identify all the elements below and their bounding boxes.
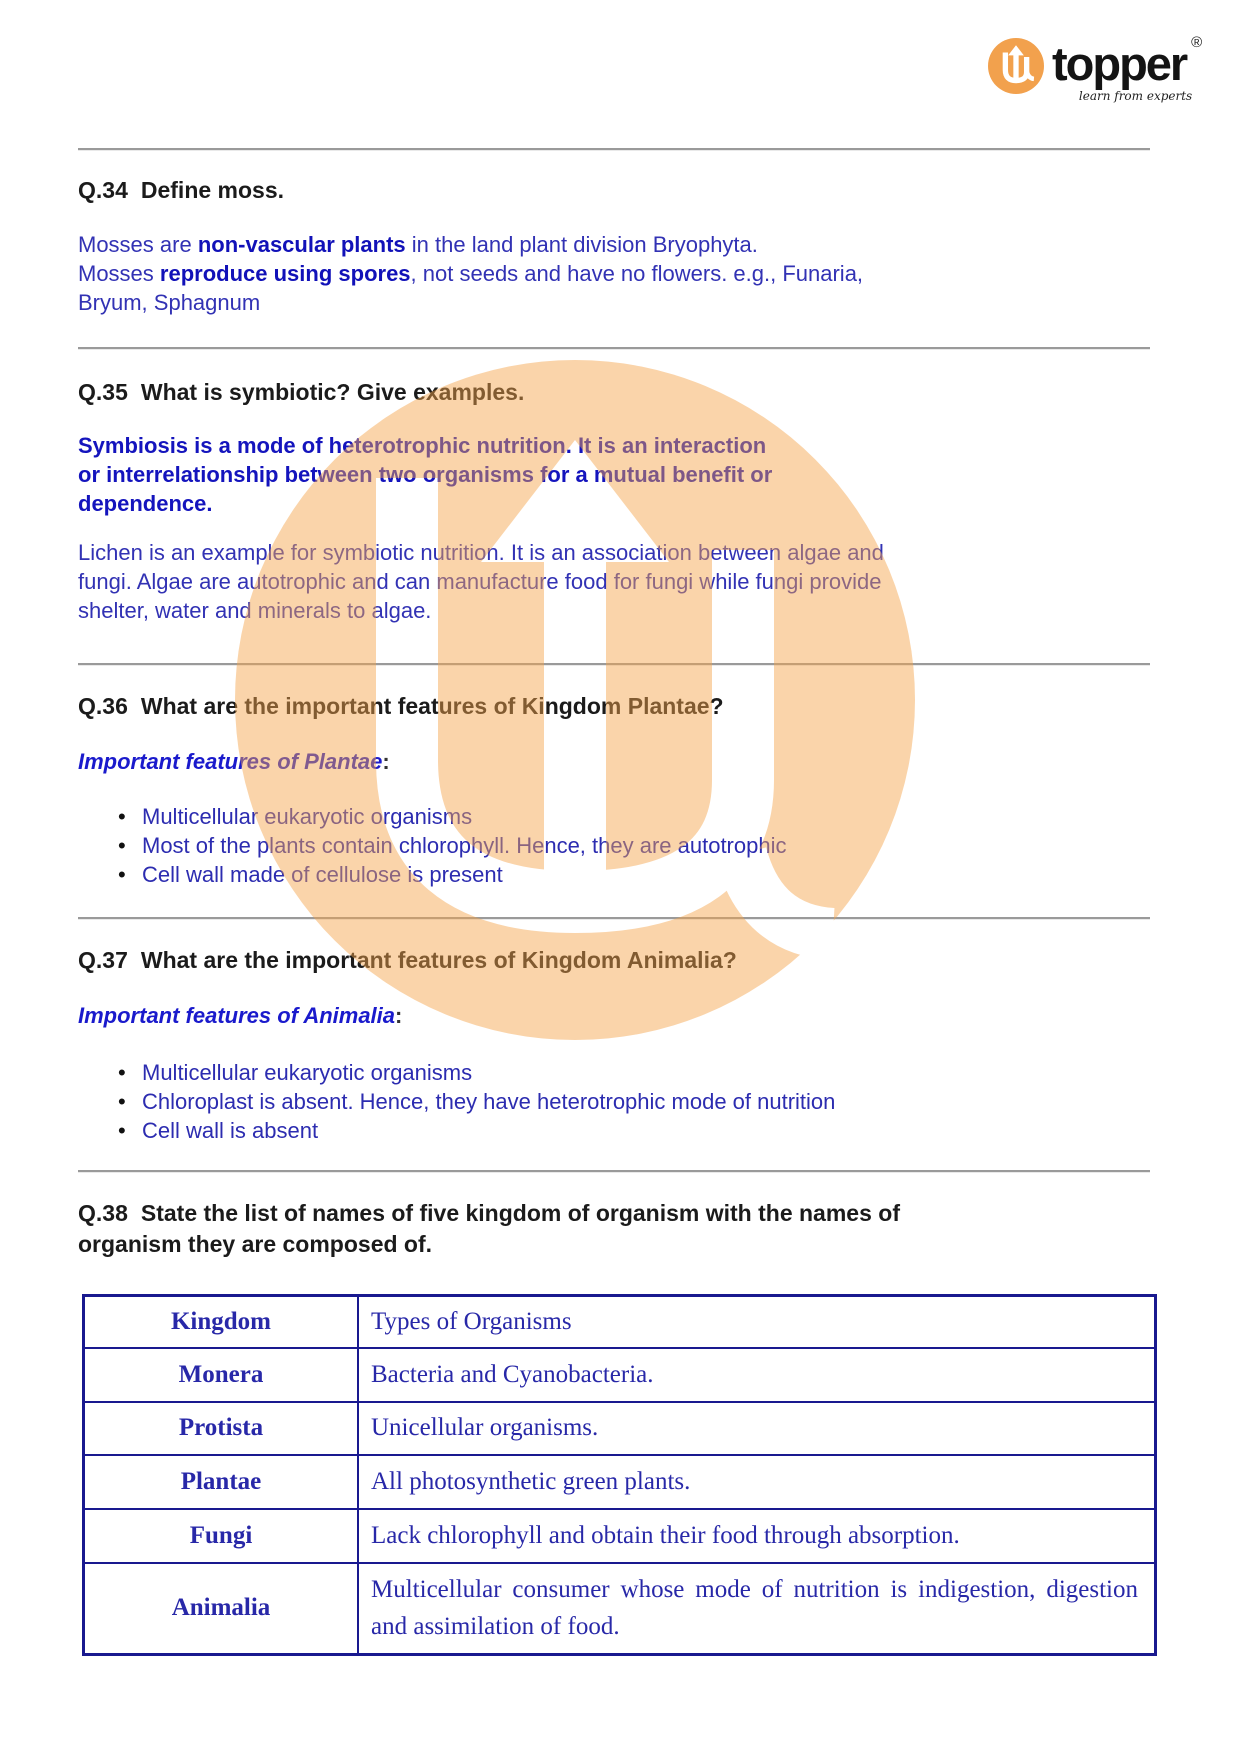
cell-kingdom: Protista xyxy=(84,1402,359,1455)
table-header-row xyxy=(84,1296,1156,1348)
bullet-list-q37 xyxy=(118,1058,835,1145)
question-text: Define moss. xyxy=(140,177,285,203)
column-header-kingdom: Kingdom xyxy=(84,1296,359,1348)
answer-segment-bold: reproduce using spores xyxy=(159,261,411,286)
question-line xyxy=(78,1198,1158,1229)
bullet-label: Cell wall is absent xyxy=(142,1118,319,1143)
answer-line: or interrelationship between two organisms for a mutual benefit or xyxy=(78,462,773,487)
cell-organisms: Unicellular organisms. xyxy=(358,1402,1156,1455)
answer-q35-bold xyxy=(78,431,772,518)
question-heading-q34 xyxy=(78,175,284,206)
bullet-label: Multicellular eukaryotic organisms xyxy=(142,1060,473,1085)
question-number: Q.34 xyxy=(78,177,128,203)
list-item xyxy=(118,1087,835,1116)
brand-name: topper xyxy=(1052,37,1187,90)
table-row xyxy=(84,1402,1156,1455)
list-item xyxy=(118,831,786,860)
question-number: Q.38 xyxy=(78,1200,128,1226)
table-row xyxy=(84,1348,1156,1402)
answer-line xyxy=(78,230,863,259)
cell-kingdom: Animalia xyxy=(84,1563,359,1655)
bullet-icon: • xyxy=(118,1089,126,1114)
column-header-types: Types of Organisms xyxy=(358,1296,1156,1348)
bullet-icon: • xyxy=(118,1060,126,1085)
logo-text-block xyxy=(1052,34,1203,103)
registered-mark: ® xyxy=(1191,34,1203,51)
answer-segment-bold: non-vascular plants xyxy=(197,232,406,257)
answer-segment: Mosses xyxy=(78,261,160,286)
cell-kingdom: Plantae xyxy=(84,1455,359,1509)
subheading-text: Important features of Plantae xyxy=(78,749,383,774)
answer-line xyxy=(78,259,863,288)
question-text: What are the important features of Kingdom Plantae? xyxy=(140,693,724,719)
subheading-colon: : xyxy=(382,749,390,774)
utopper-circle-icon xyxy=(988,38,1044,94)
bullet-label: Most of the plants contain chlorophyll. Hence, they are autotrophic xyxy=(142,833,787,858)
question-heading-q35 xyxy=(78,377,524,408)
section-divider xyxy=(78,1170,1150,1173)
answer-line: fungi. Algae are autotrophic and can manufacture food for fungi while fungi provide xyxy=(78,569,882,594)
answer-segment: , not seeds and have no flowers. e.g., Funaria, xyxy=(410,261,864,286)
cell-kingdom: Fungi xyxy=(84,1509,359,1563)
table-row xyxy=(84,1455,1156,1509)
list-item xyxy=(118,860,786,889)
subheading-text: Important features of Animalia xyxy=(78,1003,396,1028)
cell-organisms: All photosynthetic green plants. xyxy=(358,1455,1156,1509)
table-row xyxy=(84,1509,1156,1563)
list-item xyxy=(118,1058,835,1087)
kingdom-table xyxy=(82,1294,1157,1656)
question-heading-q38 xyxy=(78,1198,1158,1260)
answer-segment: in the land plant division Bryophyta. xyxy=(405,232,758,257)
answer-line: Lichen is an example for symbiotic nutrition. It is an association between algae and xyxy=(78,540,884,565)
section-divider xyxy=(78,917,1150,920)
bullet-list-q36 xyxy=(118,802,786,889)
question-heading-q36 xyxy=(78,691,724,722)
bullet-icon: • xyxy=(118,1118,126,1143)
brand-tagline: learn from experts xyxy=(1078,89,1193,103)
question-text: State the list of names of five kingdom of organism with the names of xyxy=(140,1200,900,1226)
cell-kingdom: Monera xyxy=(84,1348,359,1402)
cell-organisms: Bacteria and Cyanobacteria. xyxy=(358,1348,1156,1402)
subheading-q37 xyxy=(78,1002,402,1030)
answer-q35-para xyxy=(78,538,884,625)
cell-organisms: Lack chlorophyll and obtain their food through absorption. xyxy=(358,1509,1156,1563)
question-number: Q.35 xyxy=(78,379,128,405)
question-text: What are the important features of Kingdom Animalia? xyxy=(140,947,737,973)
question-line: organism they are composed of. xyxy=(78,1231,433,1257)
question-number: Q.37 xyxy=(78,947,128,973)
list-item xyxy=(118,802,786,831)
subheading-colon: : xyxy=(395,1003,403,1028)
answer-segment: Mosses are xyxy=(78,232,198,257)
section-divider xyxy=(78,347,1150,350)
bullet-label: Cell wall made of cellulose is present xyxy=(142,862,503,887)
table-row xyxy=(84,1563,1156,1655)
answer-line: Symbiosis is a mode of heterotrophic nutrition. It is an interaction xyxy=(78,433,767,458)
answer-line: shelter, water and minerals to algae. xyxy=(78,598,432,623)
section-divider xyxy=(78,663,1150,666)
utopper-logo xyxy=(988,34,1203,103)
answer-line xyxy=(78,288,863,317)
answer-line: dependence. xyxy=(78,491,213,516)
question-heading-q37 xyxy=(78,945,737,976)
bullet-label: Multicellular eukaryotic organisms xyxy=(142,804,473,829)
list-item xyxy=(118,1116,835,1145)
bullet-icon: • xyxy=(118,862,126,887)
question-text: What is symbiotic? Give examples. xyxy=(140,379,525,405)
bullet-icon: • xyxy=(118,833,126,858)
answer-q34 xyxy=(78,230,863,317)
bullet-label: Chloroplast is absent. Hence, they have heterotrophic mode of nutrition xyxy=(142,1089,836,1114)
cell-organisms: Multicellular consumer whose mode of nutrition is indigestion, digestion and assimilation of food. xyxy=(358,1563,1156,1655)
bullet-icon: • xyxy=(118,804,126,829)
subheading-q36 xyxy=(78,748,390,776)
section-divider xyxy=(78,148,1150,151)
answer-segment: Bryum, Sphagnum xyxy=(78,290,261,315)
question-number: Q.36 xyxy=(78,693,128,719)
